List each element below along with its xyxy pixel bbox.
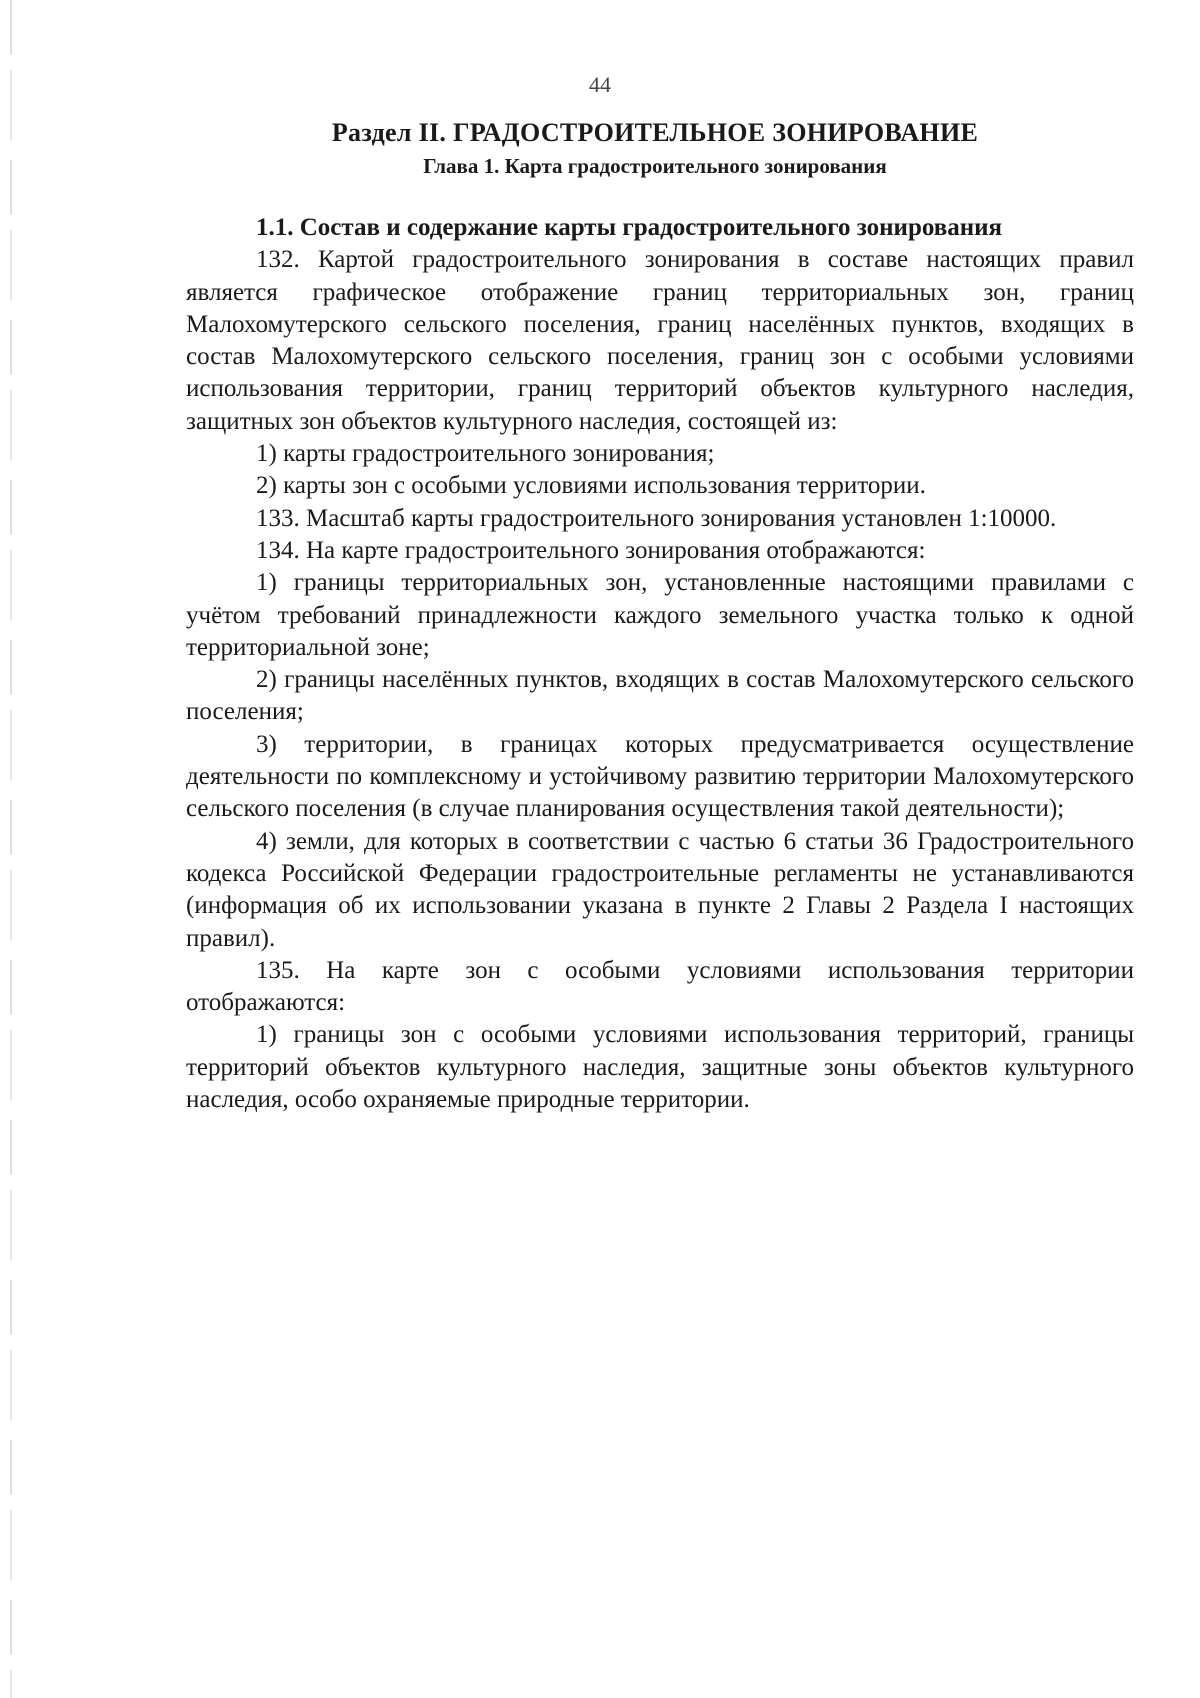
page-number: 44	[589, 72, 611, 97]
list-item-3: 3) территории, в границах которых предусматривается осуществление деятельности по комплексному и устойчивому развитию территории Малохомутерского сельского поселения (в случае планирования осуществления такой деятельности);	[186, 730, 1134, 823]
document-body	[186, 212, 1134, 1116]
paragraph-133: 133. Масштаб карты градостроительного зонирования установлен 1:10000.	[256, 504, 1057, 532]
paragraph-132: 132. Картой градостроительного зонирования в составе настоящих правил является графическое отображение границ территориальных зон, границ Малохомутерского сельского поселения, границ населённых пунктов, входящих в состав Малохомутерского сельского поселения, границ зон с особыми условиями использования территории, границ территорий объектов культурного наследия, защитных зон объектов культурного наследия, состоящей из:	[186, 246, 1134, 435]
list-item-2: 2) границы населённых пунктов, входящих в состав Малохомутерского сельского поселения;	[186, 666, 1134, 726]
list-item-1: 1) карты градостроительного зонирования;	[256, 440, 715, 468]
scan-edge-artifact	[10, 0, 12, 1698]
list-item-1: 1) границы территориальных зон, установленные настоящими правилами с учётом требований принадлежности каждого земельного участка только к одной территориальной зоне;	[186, 569, 1134, 661]
chapter-title: Глава 1. Карта градостроительного зонирования	[423, 154, 887, 178]
list-item-4: 4) земли, для которых в соответствии с частью 6 статьи 36 Градостроительного кодекса Российской Федерации градостроительные регламенты не устанавливаются (информация об их использовании указана в пункте 2 Главы 2 Раздела I настоящих правил).	[186, 827, 1134, 952]
paragraph-135: 135. На карте зон с особыми условиями использования территории отображаются:	[186, 956, 1134, 1017]
subsection-title: 1.1. Состав и содержание карты градостроительного зонирования	[256, 214, 1003, 241]
list-item-1: 1) границы зон с особыми условиями использования территорий, границы территорий объектов культурного наследия, защитные зоны объектов культурного наследия, особо охраняемые природные территории.	[186, 1021, 1134, 1114]
paragraph-134: 134. На карте градостроительного зонирования отображаются:	[256, 536, 926, 564]
section-title: Раздел II. ГРАДОСТРОИТЕЛЬНОЕ ЗОНИРОВАНИЕ	[331, 118, 979, 147]
list-item-2: 2) карты зон с особыми условиями использования территории.	[256, 472, 926, 500]
